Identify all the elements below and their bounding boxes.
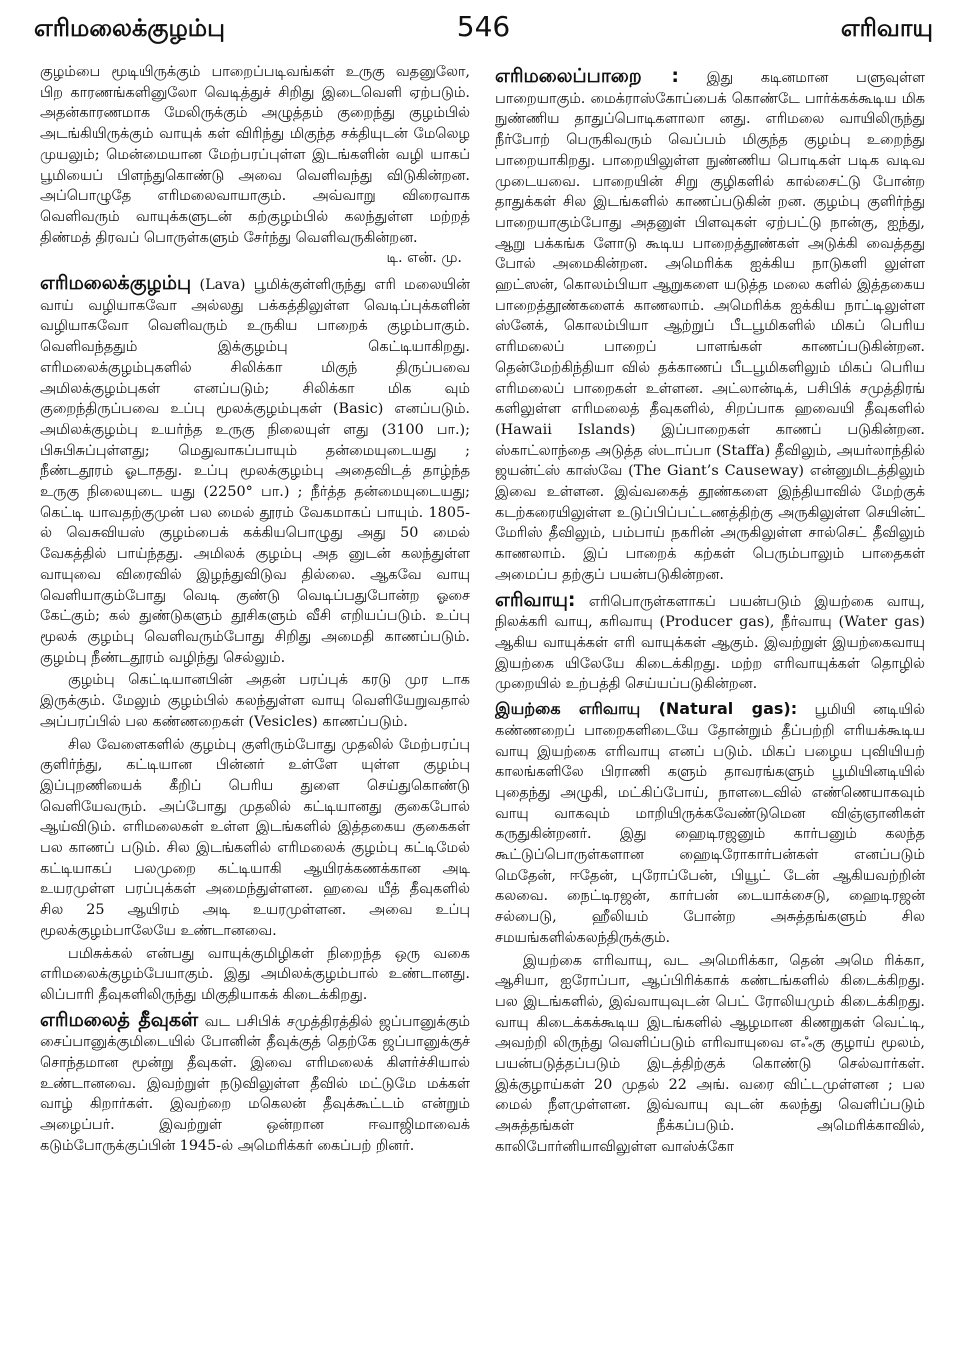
entry-volcanic-rock <box>495 66 925 586</box>
header-left-guideword: எரிமலைக்குழம்பு <box>34 14 225 42</box>
paragraph: பமிசுக்கல் என்பது வாயுக்குமிழிகள் நிறைந்த ஒரு வகை எரிமலைக்குழம்பேயாகும். இது அமிலக்குழம்பால் உண்டானது. லிப்பாரி தீவுகளிலிருந்து மிகுதியாகக் கிடைக்கிறது. <box>40 945 470 1003</box>
entry-body: பூமியி னடியில் கண்ணறைப் பாறைகளிடையே தோன்றும் தீப்பற்றி எரியக்கூடிய வாயு இயற்கை எரிவாயு எனப் படும். மிகப் பழைய புவியியற் காலங்களிலே பிராணி களும் தாவரங்களும் பூமியினடியில் புதைந்து அழுகி, மட்கிப்போய், நாளடைவில் எண்ணெயாகவும் வாயு வாகவும் மாறியிருக்கவேண்டுமென விஞ்ஞானிகள் கருதுகின்றனர். இது ஹைடிரஜனும் கார்பனும் கலந்த கூட்டுப்பொருள்களான ஹைடிரோகார்பன்கள் எனப்படும் மெதேன், ஈதேன், புரோப்பேன், பியூட் டேன் ஆகியவற்றின் கலவை. நைட்டிரஜன், கார்பன் டையாக்சைடு, ஹைடிரஜன் சல்பைடு, ஹீலியம் போன்ற அசுத்தங்களும் சில சமயங்களில்கலந்திருக்கும். <box>495 702 925 946</box>
entry-headword: எரிமலைத் தீவுகள் <box>40 1008 199 1031</box>
entry-headword: எரிமலைக்குழம்பு <box>40 272 192 295</box>
entry-headword: எரிவாயு: <box>495 588 576 611</box>
entry-headword: இயற்கை எரிவாயு (Natural gas): <box>495 699 798 719</box>
entry-fuel-gas <box>495 590 925 696</box>
header-right-guideword: எரிவாயு <box>840 14 933 42</box>
paragraph: குழம்பை மூடியிருக்கும் பாறைப்படிவங்கள் உருகு வதனுலோ, பிற காரணங்களினுலோ வெடித்துச் சிறிது இடைவெளி ஏற்படும். அதன்காரணமாக மேலிருக்கும் அழுத்தம் குறைந்து குழம்பில் அடங்கியிருக்கும் வாயுக் கள் விரிந்து மிகுந்த சக்தியுடன் மேலெழ முயலும்; மென்மையான மேற்பரப்புள்ள இடங்களின் வழி யாகப் பூமியைப் பிளந்துகொண்டு அவை வெளிவந்து விடுகின்றன. அப்பொழுதே எரிமலைவாயாகும். அவ்வாறு விரைவாக வெளிவரும் வாயுக்களுடன் கற்குழம்பில் கலந்துள்ள மற்றத் திண்மத் திரவப் பொருள்களும் சேர்ந்து வெளிவருகின்றன. <box>40 64 470 246</box>
entry-body: எரிபொருள்களாகப் பயன்படும் இயற்கை வாயு, நிலக்கரி வாயு, கரிவாயு (Producer gas), நீர்வாயு (Water gas) ஆகிய வாயுக்கள் எரி வாயுக்கள் ஆகும். இவற்றுள் இயற்கைவாயு இயற்கை யிலேயே கிடைக்கிறது. மற்ற எரிவாயுக்கள் தொழில் முறையில் உற்பத்தி செய்யப்படுகின்றன. <box>495 593 925 693</box>
paragraph: சில வேளைகளில் குழம்பு குளிரும்போது முதலில் மேற்பரப்பு குளிர்ந்து, கட்டியான பின்னர் உள்ளே யுள்ள குழம்பு இப்புறணியைக் கீறிப் பெரிய துளை செய்துகொண்டு வெளியேவரும். அப்போது முதலில் கட்டியானது குகைபோல் ஆய்விடும். எரிமலைகள் உள்ள இடங்களில் இத்தகைய குகைகள் பல காணப் படும். சில இடங்களில் எரிமலைக் குழம்பு கட்டிமேல் கட்டியாகப் பலமுறை கட்டியாகி ஆயிரக்கணக்கான அடி உயரமுள்ள பரப்புக்கள் அமைந்துள்ளன. ஹவை யீத் தீவுகளில் சில 25 ஆயிரம் அடி உயரமுள்ளன. அவை உப்பு மூலக்குழம்பாலேயே உண்டானவை. <box>40 736 470 939</box>
entry-lava <box>40 273 470 668</box>
entry-volcanic-islands <box>40 1010 470 1157</box>
entry-headword: எரிமலைப்பாறை : <box>495 65 679 87</box>
entry-natural-gas <box>495 699 925 948</box>
running-header <box>30 8 937 48</box>
paragraph: இயற்கை எரிவாயு, வட அமெரிக்கா, தென் அமெ ரிக்கா, ஆசியா, ஐரோப்பா, ஆப்பிரிக்காக் கண்டங்களில் கிடைக்கிறது. பல இடங்களில், இவ்வாயுவுடன் பெட் ரோலியமும் கிடைக்கிறது. வாயு கிடைக்கக்கூடிய இடங்களில் ஆழமான கிணறுகள் வெட்டி, அவற்றி லிருந்து வெளிப்படும் எரிவாயுவை எஃகு குழாய் மூலம், பயன்படுத்தப்படும் இடத்திற்குக் கொண்டு செல்வார்கள். இக்குழாய்கள் 20 முதல் 22 அங். வரை விட்டமுள்ளன ; பல மைல் நீளமுள்ளன. இவ்வாயு வுடன் கலந்து வெளிப்படும் அசுத்தங்கள் நீக்கப்படும். அமெரிக்காவில், காலிபோர்னியாவிலுள்ள வாஸ்க்கோ <box>495 952 925 1155</box>
right-column <box>495 62 925 1352</box>
entry-body: வட பசிபிக் சமுத்திரத்தில் ஜப்பானுக்கும் சைப்பானுக்குமிடையில் போனின் தீவுக்குத் தெற்கே ஜப்பானுக்குச் சொந்தமான மூன்று தீவுகள். இவை எரிமலைக் கிளர்ச்சியால் உண்டானவை. இவற்றுள் நடுவிலுள்ள தீவில் மட்டுமே மக்கள் வாழ் கிறார்கள். இவற்றை மகெலன் தீவுக்கூட்டம் என்றும் அழைப்பர். இவற்றுள் ஒன்றான ஈவாஜிமாவைக் கடும்போருக்குப்பின் 1945-ல் அமெரிக்கர் கைப்பற் றினர். <box>40 1013 470 1154</box>
author-signature: டி. என். மு. <box>386 250 462 267</box>
page-number: 546 <box>456 10 511 43</box>
paragraph: குழம்பு கெட்டியானபின் அதன் பரப்புக் கரடு முர டாக இருக்கும். மேலும் குழம்பில் கலந்துள்ள வாயு வெளியேறுவதால் அப்பரப்பில் பல கண்ணறைகள் (Vesicles) காணப்படும். <box>40 672 470 730</box>
entry-body: (Lava) பூமிக்குள்ளிருந்து எரி மலையின் வாய் வழியாகவோ அல்லது பக்கத்திலுள்ள வெடிப்புக்களின் வழியாகவோ வெளிவரும் உருகிய பாறைக் குழம்பாகும். வெளிவந்ததும் இக்குழம்பு கெட்டியாகிறது. எரிமலைக்குழம்புகளில் சிலிக்கா மிகுந் திருப்பவை அமிலக்குழம்புகள் எனப்படும்; சிலிக்கா மிக வும் குறைந்திருப்பவை உப்பு மூலக்குழம்புகள் (Basic) எனப்படும். அமிலக்குழம்பு உயர்ந்த உருகு நிலையுள் ளது (3100 பா.); பிசுபிசுப்புள்ளது; மெதுவாகப்பாயும் தன்மையுடையது ; நீண்டதூரம் ஓடாதது. உப்பு மூலக்குழம்பு அதைவிடத் தாழ்ந்த உருகு நிலையுடை யது (2250° பா.) ; நீர்த்த தன்மையுடையது; கெட்டி யாவதற்குமுன் பல மைல் தூரம் வேகமாகப் பாயும். 1805-ல் வெசுவியஸ் குழம்பைக் கக்கியபொழுது அது 50 மைல் வேகத்தில் பாய்ந்தது. அமிலக் குழம்பு அத னுடன் கலந்துள்ள வாயுவை விரைவில் இழந்துவிடுவ தில்லை. ஆகவே வாயு வெளியாகும்போது வெடி குண்டு வெடிப்பதுபோன்ற ஓசை கேட்கும்; கல் துண்டுகளும் தூசிகளும் வீசி எறியப்படும். உப்பு மூலக் குழம்பு வெளிவரும்போது சிறிது அமைதி காணப்படும். குழம்பு நீண்டதூரம் வழிந்து செல்லும். <box>40 277 470 666</box>
left-column <box>40 62 470 1352</box>
entry-body: இது கடினமான பளுவுள்ள பாறையாகும். மைக்ராஸ்கோப்பைக் கொண்டே பார்க்கக்கூடிய மிக நுண்ணிய தாதுப்பொடிகளாலா னது. எரிமலை வாயிலிருந்து நீர்போற் பெருகிவரும் வெப்பம் மிகுந்த குழம்பு உறைந்து பாறையாகிறது. பாறையிலுள்ள நுண்ணிய பொடிகள் படிக வடிவ முடையவை. பாறையின் சிறு குழிகளில் கால்சைட்டு போன்ற தாதுக்கள் சில இடங்களில் காணப்படுகின் றன. குழம்பு குளிர்ந்து பாறையாகும்போது அதனுள் பிளவுகள் ஏற்பட்டு நான்கு, ஐந்து, ஆறு பக்கங்க ளோடு கூடிய பாறைத்தூண்கள் அடுக்கி வைத்தது போல் அமைகின்றன. அமெரிக்க ஐக்கிய நாடுகளி லுள்ள ஹட்ஸன், கொலம்பியா ஆறுகளை யடுத்த மலை களில் இத்தகைய பாறைத்தூண்களைக் காணலாம். அமெரிக்க ஐக்கிய நாட்டிலுள்ள ஸ்னேக், கொலம்பியா ஆற்றுப் பீடபூமிகளில் மிகப் பெரிய எரிமலைப் பாறைப் பாளங்கள் காணப்படுகின்றன. தென்மேற்கிந்தியா வில் தக்காணப் பீடபூமிகளிலும் மிகப் பெரிய எரிமலைப் பாறைகள் உள்ளன. அட்லான்டிக், பசிபிக் சமுத்திரங் களிலுள்ள எரிமலைத் தீவுகளில், சிறப்பாக ஹவையி தீவுகளில் (Hawaii Islands) இப்பாறைகள் காணப் படுகின்றன. ஸ்காட்லாந்தை அடுத்த ஸ்டாப்பா (Staffa) தீவிலும், அயர்லாந்தில் ஜயன்ட்ஸ் காஸ்வே (The Giant’s Causeway) என்னுமிடத்திலும் இவை உள்ளன. இவ்வகைத் தூண்களை இந்தியாவில் மேற்குக் கடற்கரையிலுள்ள உடுப்பிப்பட்டணத்திற்கு அருகிலுள்ள செயின்ட் மேரிஸ் தீவிலும், பம்பாய் நகரின் அருகிலுள்ள சால்செட் தீவிலும் காணலாம். இப் பாறைக் கற்கள் பெரும்பாலும் பாதைகள் அமைப்ப தற்குப் பயன்படுகின்றன. <box>495 70 925 583</box>
